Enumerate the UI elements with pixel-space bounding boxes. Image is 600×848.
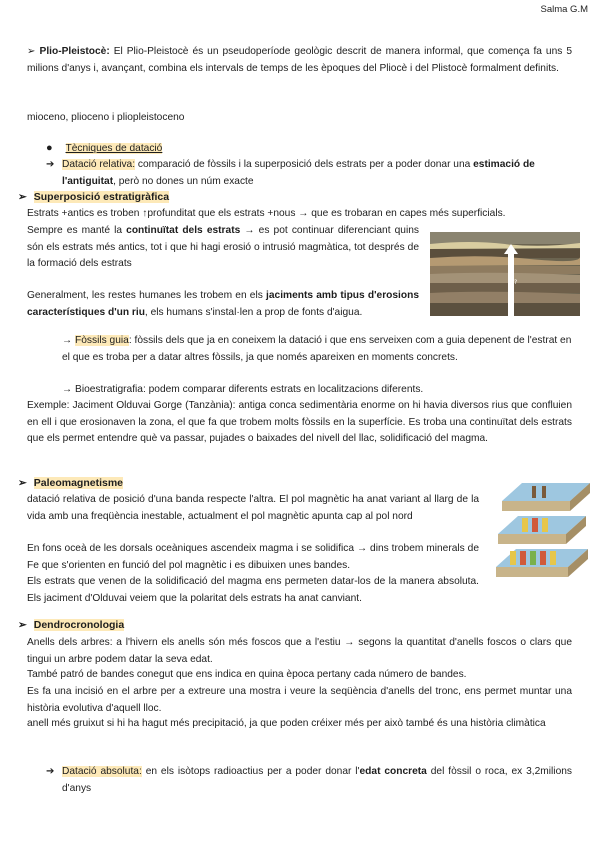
heading-arrow: ➢ xyxy=(18,619,27,631)
dendro-heading xyxy=(18,619,124,631)
dendro-p4: anell més gruixut si hi ha hagut més precipitació, ja que poden créixer més per això també és una història climàtica xyxy=(27,718,546,729)
superposicio-line1: Estrats +antics es troben ↑profunditat que els estrats +nous → que es trobaran en capes més superficials. xyxy=(27,208,506,219)
arrow-icon: ➔ xyxy=(46,159,55,170)
fossils-guia-text: : fòssils dels que ja en coneixem la datació i que ens serveixen com a guia depenent de l'estrat en el que es troba per a datar altres fòssils, ja que només apareixen en moments concrets. xyxy=(62,335,572,363)
tecniques-title: Tècniques de datació xyxy=(65,143,163,154)
datacio-absoluta-label: Datació absoluta: xyxy=(62,766,142,777)
heading-arrow: ➢ xyxy=(18,191,27,203)
paleomagnetism-image xyxy=(494,481,592,583)
paleo-heading xyxy=(18,477,123,489)
exemple-paragraph: Exemple: Jaciment Olduvai Gorge (Tanzània): antiga conca sedimentària enorme on hi havia diversos rius que confluien en ell i que erosionaven la zona, el que fa que trobem molts fòssils en la superfície. Es troba una continuïtat dels estrats que els permet entendre què va passar, pujades o baixades del nivell del llac, solidificació del magma. xyxy=(27,400,572,444)
arrow-icon: ➔ xyxy=(46,766,55,777)
svg-text:?: ? xyxy=(514,279,518,286)
datacio-relativa-bold: estimació de l'antiguitat xyxy=(62,159,535,187)
datacio-absoluta-text1: en els isòtops radioactius per a poder donar l' xyxy=(141,766,360,777)
continuitat-text-c: → es pot continuar diferenciant quins són els estrats més antics, tot i que hi hagi erosió o intrusió magmàtica, tot després de la formació dels estrats xyxy=(27,225,419,269)
bioestratigrafia-item: → Bioestratigrafia: podem comparar diferents estrats en localitzacions diferents. xyxy=(62,384,424,395)
plio-term: Plio-Pleistocè: xyxy=(39,46,110,57)
tecniques-item xyxy=(46,140,162,158)
fossils-guia-item xyxy=(62,333,580,366)
datacio-relativa-text1: comparació de fòssils i la superposició dels estrats per a poder donar una xyxy=(135,159,474,170)
dendro-p1: Anells dels arbres: a l'hivern els anells són més foscos que a l'estiu → segons la quantitat d'anells foscos o clars que tingui un arbre podem datar la seva edat. xyxy=(27,637,572,665)
datacio-relativa-text2: , però no dones un núm exacte xyxy=(113,175,254,187)
datacio-absoluta-text2: del fòssil o roca, ex 3,2milions d'anys xyxy=(62,766,572,794)
paleo-p3: Els estrats que venen de la solidificació del magma ens permeten datar-los de la manera absoluta. Els jaciment d'Olduvai veiem que la polaritat dels estrats ha anat canviant. xyxy=(27,576,479,604)
fossils-guia-label: Fòssils guia xyxy=(75,335,129,346)
paleo-p1: datació relativa de posició d'una banda respecte l'altra. El pol magnètic ha anat variant al llarg de la vida amb una freqüència inestable, actualment el pol magnètic apunta cap al pol nord xyxy=(27,494,479,522)
datacio-relativa-label: Datació relativa: xyxy=(62,159,136,170)
continuitat-text-a: Sempre es manté la xyxy=(27,225,127,236)
plio-arrow: ➢ xyxy=(27,46,36,57)
plio-paragraph xyxy=(27,44,572,77)
paleo-p2: En fons oceà de les dorsals oceàniques ascendeix magma i se solidifica → dins trobem minerals de Fe que s'orienten en funció del pol magnètic i es dibuixen unes bandes. xyxy=(27,543,479,571)
author-label: Salma G.M xyxy=(540,4,588,15)
plio-note: mioceno, plioceno i pliopleistoceno xyxy=(27,112,185,123)
datacio-absoluta-bold: edat concreta xyxy=(359,766,427,777)
datacio-absoluta-item xyxy=(46,764,572,797)
seafloor-bands-illustration xyxy=(494,481,592,583)
dendro-title: Dendrocronologia xyxy=(33,619,125,631)
plio-text: El Plio-Pleistocè és un pseudoperíode geològic descrit de manera informal, que comença fa uns 5 milions d'anys i, avançant, combina els intervals de temps de les èpoques del Pliocè i del Plistocè formalment definits. xyxy=(27,46,572,74)
jaciments-paragraph xyxy=(27,288,419,321)
continuitat-paragraph xyxy=(27,223,419,273)
strata-image xyxy=(430,232,580,316)
dendro-p3: Es fa una incisió en el arbre per a extreure una mostra i veure la seqüència d'anells del tronc, ens permet muntar una història evolutiva d'aquell lloc. xyxy=(27,686,572,714)
jaciments-bold: jaciments amb tipus d'erosions característiques d'un riu xyxy=(27,290,419,318)
jaciments-text-a: Generalment, les restes humanes les trobem en els xyxy=(27,290,267,301)
datacio-relativa-item xyxy=(46,157,574,190)
dendro-p2: També patró de bandes conegut que ens indica en quina època pertany cada número de bandes. xyxy=(27,669,467,680)
fossils-arrow-icon: → xyxy=(62,335,73,346)
paleo-title: Paleomagnetisme xyxy=(33,477,124,489)
heading-arrow: ➢ xyxy=(18,477,27,489)
superposicio-heading xyxy=(18,191,169,203)
strata-illustration xyxy=(430,232,580,316)
continuitat-bold: continuïtat dels estrats xyxy=(126,225,241,236)
bullet-icon: ● xyxy=(46,142,53,154)
jaciments-text-c: , els humans s'instal·len a prop de fonts d'aigua. xyxy=(144,306,363,318)
superposicio-title: Superposició estratigràfica xyxy=(33,191,170,203)
